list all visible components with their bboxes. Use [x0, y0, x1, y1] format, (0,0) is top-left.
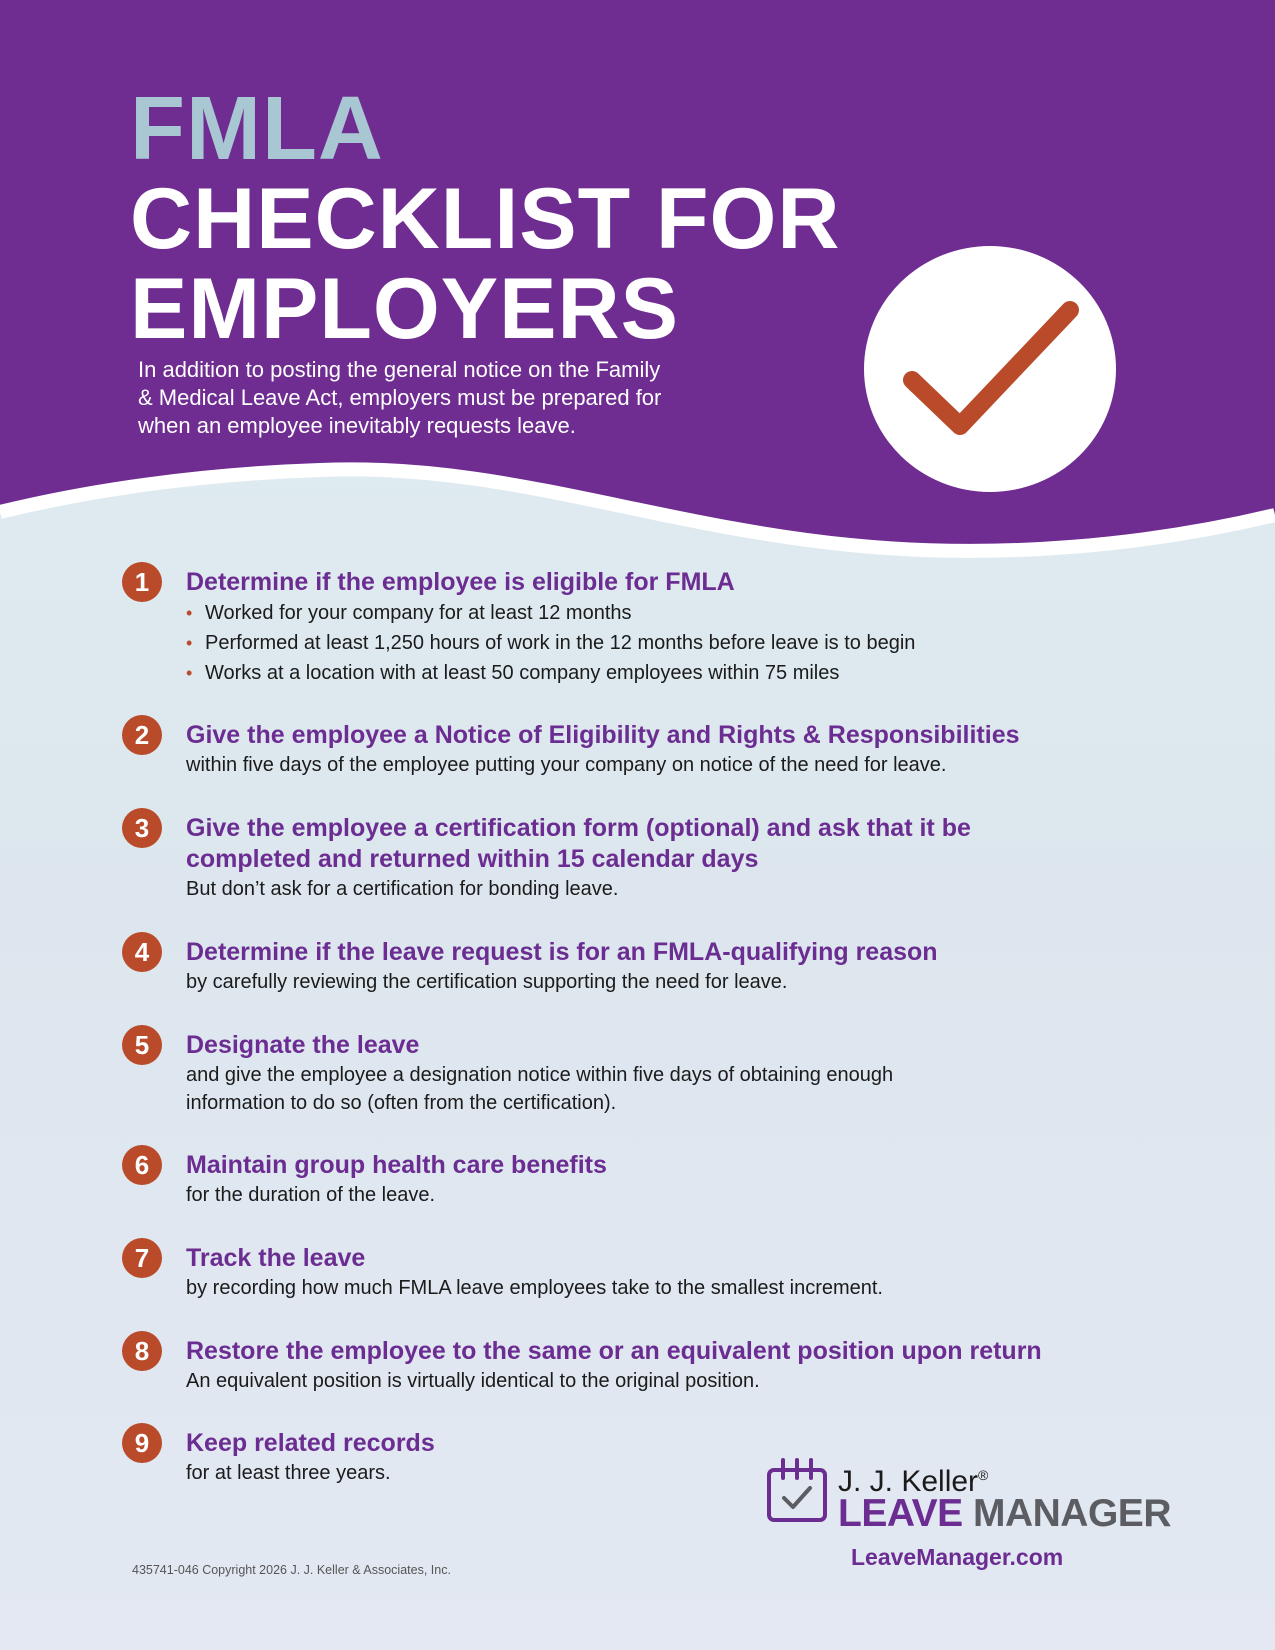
logo-brand-text: J. J. Keller: [838, 1465, 979, 1498]
leave-manager-logo: [766, 1458, 1171, 1578]
step-description: [186, 1061, 1106, 1117]
step-description: by carefully reviewing the certification supporting the need for leave.: [186, 971, 788, 993]
step-heading: Restore the employee to the same or an equivalent position upon return: [186, 1337, 1042, 1365]
step-number-badge: 3: [122, 808, 162, 848]
bullet-dot-icon: •: [186, 663, 193, 683]
intro-line: & Medical Leave Act, employers must be prepared for: [138, 385, 662, 410]
step-heading: [186, 813, 1106, 875]
checkmark-icon: [864, 246, 1116, 492]
step-number-badge: 5: [122, 1025, 162, 1065]
step-description: by recording how much FMLA leave employees take to the smallest increment.: [186, 1277, 883, 1299]
bullet-dot-icon: •: [186, 603, 193, 623]
logo-leave-word: LEAVE: [838, 1492, 963, 1535]
step-description-line: and give the employee a designation notice within five days of obtaining enough: [186, 1064, 894, 1086]
step-heading-line: Give the employee a certification form (optional) and ask that it be: [186, 814, 971, 842]
title-line-employers: EMPLOYERS: [130, 261, 679, 357]
step-heading: Designate the leave: [186, 1031, 420, 1059]
bullet-text: Works at a location with at least 50 company employees within 75 miles: [205, 662, 840, 684]
step-heading: Give the employee a Notice of Eligibility and Rights & Responsibilities: [186, 721, 1020, 749]
website-link[interactable]: LeaveManager.com: [851, 1544, 1064, 1570]
step-heading: Track the leave: [186, 1244, 366, 1272]
step-number-badge: 4: [122, 932, 162, 972]
calendar-check-icon: [766, 1458, 828, 1524]
step-description-line: information to do so (often from the certification).: [186, 1092, 617, 1114]
bullet-item: [186, 658, 1106, 688]
bullet-item: [186, 628, 1106, 658]
bullet-text: Performed at least 1,250 hours of work in the 12 months before leave is to begin: [205, 632, 916, 654]
checkmark-badge: [864, 246, 1116, 492]
step-heading: Keep related records: [186, 1429, 435, 1457]
intro-line: when an employee inevitably requests leave.: [138, 413, 576, 438]
page-title: [130, 79, 841, 357]
step-heading: Maintain group health care benefits: [186, 1151, 607, 1179]
step-heading: Determine if the leave request is for an FMLA-qualifying reason: [186, 938, 938, 966]
bullet-dot-icon: •: [186, 633, 193, 653]
step-number-badge: 1: [122, 562, 162, 602]
step-description: for the duration of the leave.: [186, 1184, 436, 1206]
step-number-badge: 2: [122, 715, 162, 755]
copyright-notice: 435741-046 Copyright 2026 J. J. Keller & Associates, Inc.: [132, 1563, 451, 1577]
step-number-badge: 9: [122, 1423, 162, 1463]
step-description: within five days of the employee putting your company on notice of the need for leave.: [186, 754, 947, 776]
title-line-checklist: CHECKLIST FOR: [130, 171, 841, 267]
logo-product-name: [838, 1492, 1171, 1536]
step-number-badge: 6: [122, 1145, 162, 1185]
eligibility-bullets: [186, 598, 1106, 688]
logo-manager-word: MANAGER: [972, 1492, 1171, 1535]
step-description: But don’t ask for a certification for bonding leave.: [186, 878, 619, 900]
intro-text: [138, 356, 738, 440]
bullet-text: Worked for your company for at least 12 months: [205, 602, 632, 624]
step-heading-line: completed and returned within 15 calendar days: [186, 845, 759, 873]
step-heading: Determine if the employee is eligible for FMLA: [186, 568, 735, 596]
intro-line: In addition to posting the general notice on the Family: [138, 357, 661, 382]
title-fmla: FMLA: [130, 79, 384, 179]
step-description: An equivalent position is virtually identical to the original position.: [186, 1370, 760, 1392]
registered-mark: ®: [978, 1467, 989, 1483]
bullet-item: [186, 598, 1106, 628]
step-description: for at least three years.: [186, 1462, 391, 1484]
step-number-badge: 8: [122, 1331, 162, 1371]
step-number-badge: 7: [122, 1238, 162, 1278]
